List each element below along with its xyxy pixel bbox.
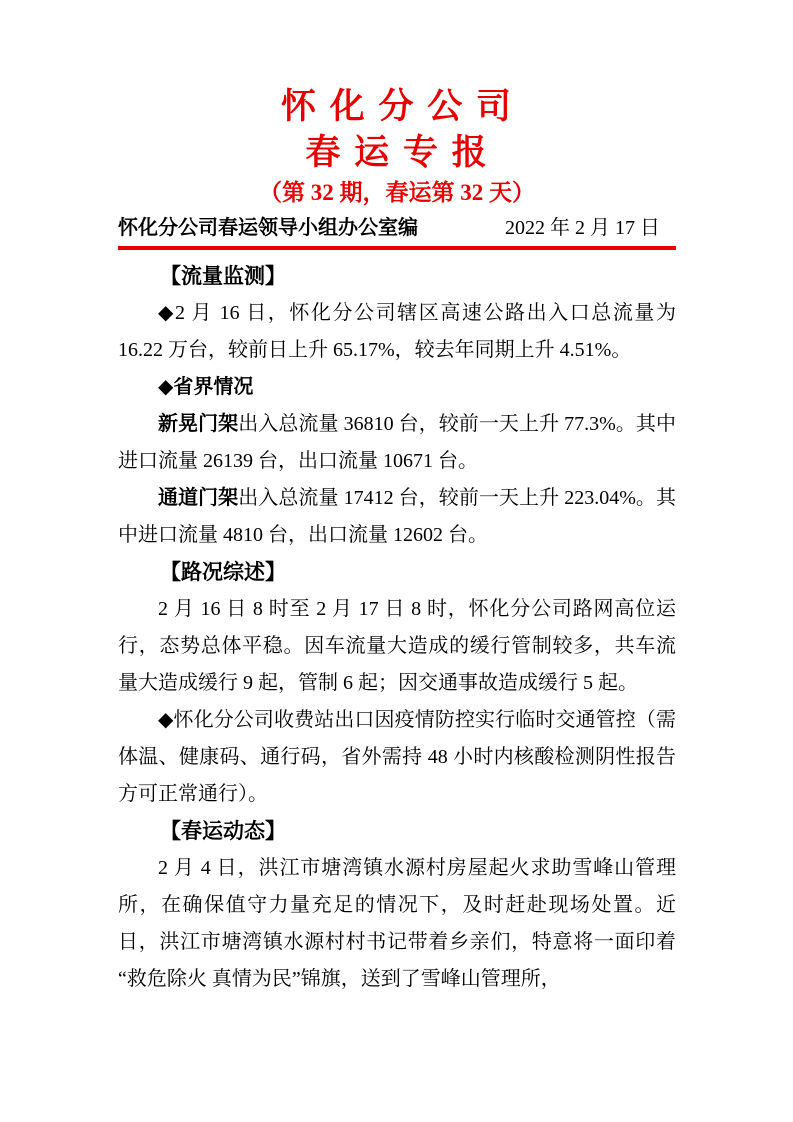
paragraph-xinhuang-gantry [118, 406, 676, 480]
editor-byline: 怀化分公司春运领导小组办公室编 [118, 217, 418, 239]
report-title-line1: 怀 化 分 公 司 [281, 87, 513, 126]
paragraph-lead-tongdao: 通道门架 [158, 487, 239, 509]
report-header [118, 84, 676, 250]
section-road-conditions [118, 554, 676, 813]
issue-number-line: （第 32 期，春运第 32 天） [259, 180, 535, 205]
paragraph-network-status: 2 月 16 日 8 时至 2 月 17 日 8 时，怀化分公司路网高位运行，态势总体平稳。因车流量大造成的缓行管制较多，共车流量大造成缓行 9 起，管制 6 起；因交通事故造成缓行 5 起。 [118, 598, 676, 694]
section-heading-traffic-monitoring: 【流量监测】 [160, 265, 286, 288]
section-traffic-monitoring [118, 258, 676, 554]
paragraph-tongdao-gantry [118, 480, 676, 554]
report-title-line2: 春 运 专 报 [305, 133, 489, 172]
report-body [118, 258, 676, 998]
paragraph-text-xinhuang: 出入总流量 36810 台，较前一天上升 77.3%。其中进口流量 26139 台，出口流量 10671 台。 [118, 413, 676, 472]
paragraph-epidemic-control: ◆怀化分公司收费站出口因疫情防控实行临时交通管控（需体温、健康码、通行码，省外需持 48 小时内核酸检测阴性报告方可正常通行）。 [118, 709, 676, 805]
section-heading-road-conditions: 【路况综述】 [160, 561, 286, 584]
report-content [118, 84, 676, 998]
section-spring-festival-news [118, 813, 676, 998]
paragraph-total-flow: ◆2 月 16 日，怀化分公司辖区高速公路出入口总流量为 16.22 万台，较前日上升 65.17%，较去年同期上升 4.51%。 [118, 302, 676, 361]
section-heading-spring-festival-news: 【春运动态】 [160, 820, 286, 843]
paragraph-fire-rescue-story: 2 月 4 日，洪江市塘湾镇水源村房屋起火求助雪峰山管理所，在确保值守力量充足的情况下，及时赶赴现场处置。近日，洪江市塘湾镇水源村村书记带着乡亲们，特意将一面印着“救危除火 真情为民”锦旗，送到了雪峰山管理所， [118, 857, 676, 990]
report-date: 2022 年 2 月 17 日 [505, 217, 660, 239]
subheading-provincial-border: ◆省界情况 [158, 376, 254, 398]
byline-row [118, 215, 676, 250]
paragraph-lead-xinhuang: 新晃门架 [158, 413, 239, 435]
paragraph-text-tongdao: 出入总流量 17412 台，较前一天上升 223.04%。其中进口流量 4810 台，出口流量 12602 台。 [118, 487, 676, 546]
